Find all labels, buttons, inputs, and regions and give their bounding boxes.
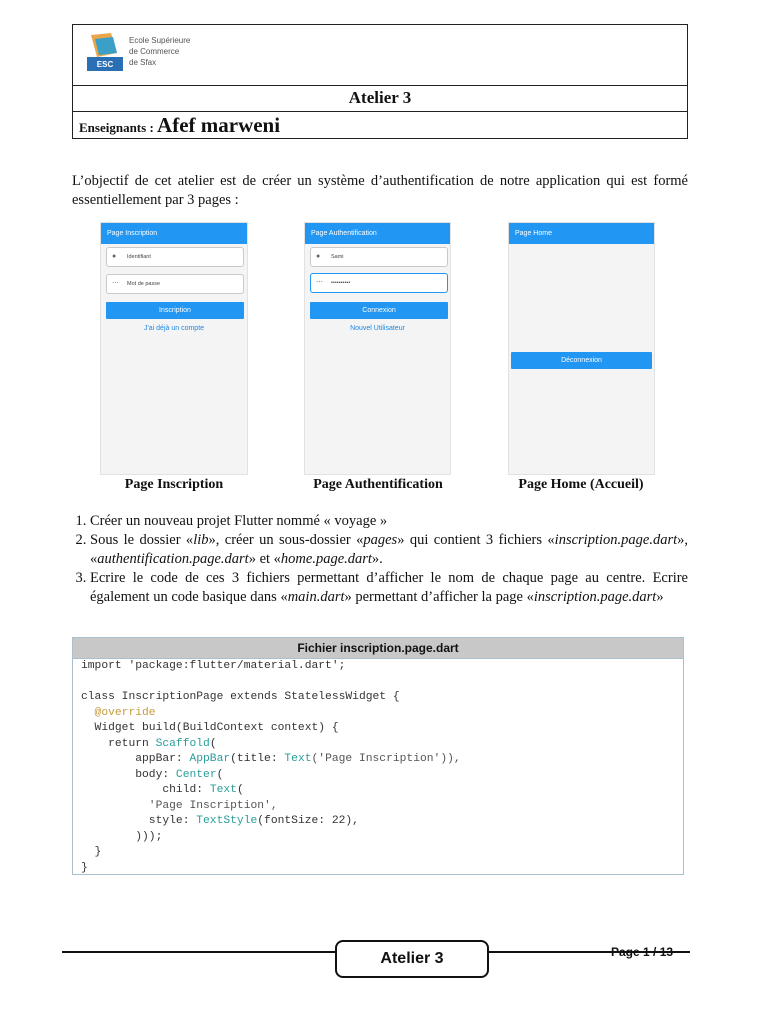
code-listing bbox=[72, 637, 684, 875]
school-name bbox=[129, 35, 190, 68]
caption-inscription: Page Inscription bbox=[124, 477, 224, 492]
code-file-title: Fichier inscription.page.dart bbox=[73, 638, 683, 659]
field-value: Sami bbox=[331, 254, 344, 260]
password-icon: ⋯ bbox=[112, 280, 119, 287]
step-item: 2. Sous le dossier «lib», créer un sous-dossier «pages» qui contient 3 fichiers «inscription.page.dart», «authentification.page.dart» et «home.page.dart». bbox=[90, 531, 688, 569]
username-field bbox=[106, 247, 244, 267]
appbar: Page Inscription bbox=[101, 223, 247, 244]
steps-list bbox=[72, 512, 688, 607]
caption-home: Page Home (Accueil) bbox=[518, 477, 644, 492]
school-logo bbox=[87, 31, 199, 79]
have-account-link: J'ai déjà un compte bbox=[143, 325, 205, 332]
workshop-title: Atelier 3 bbox=[73, 85, 687, 112]
code-line: 'Page Inscription', bbox=[81, 799, 278, 812]
person-icon: ● bbox=[316, 253, 321, 260]
mockup-authentification bbox=[304, 222, 451, 475]
school-name-line: Ecole Supérieure bbox=[129, 36, 191, 45]
teachers-row bbox=[73, 111, 687, 139]
footer-label: Atelier 3 bbox=[335, 940, 489, 978]
document-header bbox=[72, 24, 688, 139]
school-name-line: de Sfax bbox=[129, 58, 157, 67]
code-line: import 'package:flutter/material.dart'; bbox=[81, 660, 346, 672]
code-block bbox=[81, 659, 461, 876]
inscription-button: Inscription bbox=[106, 302, 244, 319]
code-line: class InscriptionPage extends StatelessWidget { bbox=[81, 691, 400, 703]
person-icon: ● bbox=[112, 253, 117, 260]
mockup-inscription bbox=[100, 222, 248, 475]
school-name-line: de Commerce bbox=[129, 47, 180, 56]
appbar: Page Home bbox=[509, 223, 654, 244]
field-value: •••••••••• bbox=[331, 280, 351, 286]
code-line: return Scaffold( bbox=[81, 737, 217, 750]
mockup-home bbox=[508, 222, 655, 475]
teacher-name: Afef marweni bbox=[157, 113, 281, 137]
code-line: ))); bbox=[81, 830, 163, 843]
step-item: 1. Créer un nouveau projet Flutter nommé « voyage » bbox=[90, 512, 688, 531]
field-placeholder: Identifiant bbox=[127, 254, 151, 260]
code-line: } bbox=[81, 861, 88, 874]
intro-paragraph: L’objectif de cet atelier est de créer un système d’authentification de notre application qui est formé essentiellement par 3 pages : bbox=[72, 173, 688, 208]
deconnexion-button: Déconnexion bbox=[511, 352, 652, 369]
new-user-link: Nouvel Utilisateur bbox=[350, 325, 405, 332]
code-line: Widget build(BuildContext context) { bbox=[81, 722, 339, 734]
code-line: style: TextStyle(fontSize: 22), bbox=[81, 815, 359, 827]
esc-logo-icon bbox=[87, 31, 127, 75]
password-field bbox=[310, 273, 448, 293]
appbar: Page Authentification bbox=[305, 223, 450, 244]
code-line: body: Center( bbox=[81, 768, 224, 781]
code-line: } bbox=[81, 846, 102, 858]
header-logo-row bbox=[73, 25, 687, 86]
code-line: appBar: AppBar(title: Text('Page Inscription')), bbox=[81, 753, 461, 765]
logo-text: ESC bbox=[96, 60, 114, 69]
field-placeholder: Mot de passe bbox=[127, 281, 161, 287]
caption-authentification: Page Authentification bbox=[313, 477, 443, 492]
code-line: child: Text( bbox=[81, 784, 244, 796]
step-item: 3. Ecrire le code de ces 3 fichiers permettant d’afficher le nom de chaque page au centre. Ecrire également un code basique dans «main.dart» permettant d’afficher la page «inscription.page.dart» bbox=[90, 569, 688, 607]
username-field bbox=[310, 247, 448, 267]
password-icon: ⋯ bbox=[316, 279, 323, 286]
code-line: @override bbox=[81, 706, 156, 719]
teachers-label: Enseignants : bbox=[79, 120, 158, 135]
page-number: Page 1 / 13 bbox=[611, 945, 674, 959]
connexion-button: Connexion bbox=[310, 302, 448, 319]
password-field bbox=[106, 274, 244, 294]
